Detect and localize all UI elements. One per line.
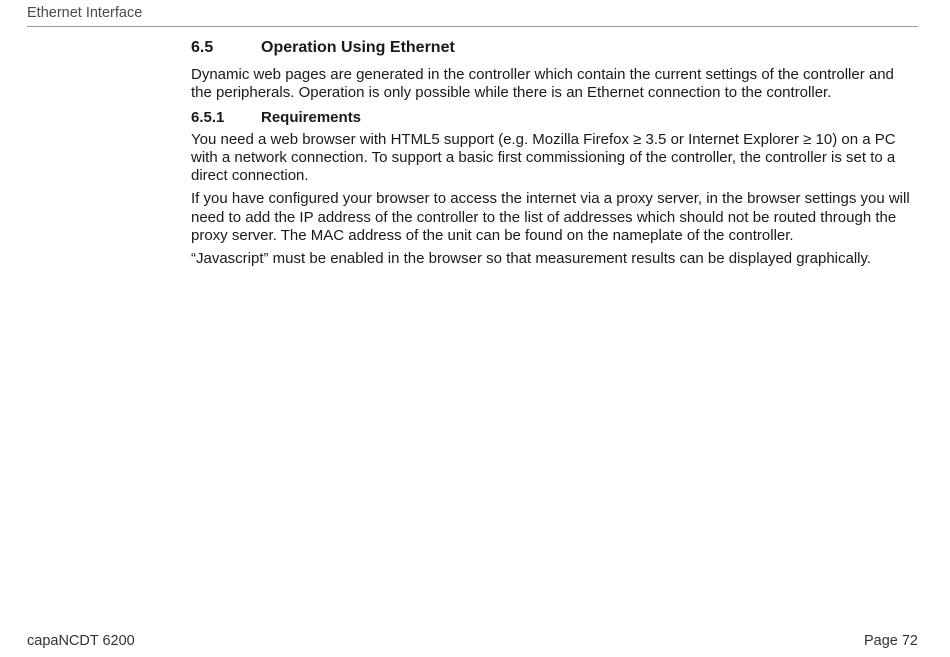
section-number: 6.5 bbox=[191, 39, 214, 56]
section-title: Operation Using Ethernet bbox=[261, 39, 455, 56]
section-intro-paragraph: Dynamic web pages are generated in the controller which contain the current settings of the controller and the peripherals. Operation is only possible while there is an Ethernet connection to the controller. bbox=[191, 66, 894, 102]
proxy-paragraph: If you have configured your browser to access the internet via a proxy server, in the browser settings you will need to add the IP address of the controller to the list of addresses which should not be routed through the proxy server. The MAC address of the unit can be found on the nameplate of the controller. bbox=[191, 190, 910, 245]
requirements-paragraph: You need a web browser with HTML5 support (e.g. Mozilla Firefox ≥ 3.5 or Internet Explorer ≥ 10) on a PC with a network connection. To support a basic first commissioning of the controller, the controller is set to a direct connection. bbox=[191, 130, 896, 185]
header-divider bbox=[27, 26, 918, 27]
subsection-title: Requirements bbox=[261, 108, 362, 126]
footer-page-number: Page 72 bbox=[863, 633, 918, 649]
javascript-paragraph: “Javascript” must be enabled in the browser so that measurement results can be displayed graphically. bbox=[191, 250, 872, 268]
footer-product-name: capaNCDT 6200 bbox=[27, 633, 135, 649]
section-heading bbox=[191, 38, 913, 58]
main-content bbox=[191, 38, 913, 269]
running-header-title: Ethernet Interface bbox=[27, 5, 143, 21]
subsection-heading bbox=[191, 108, 913, 128]
subsection-number: 6.5.1 bbox=[191, 108, 225, 126]
